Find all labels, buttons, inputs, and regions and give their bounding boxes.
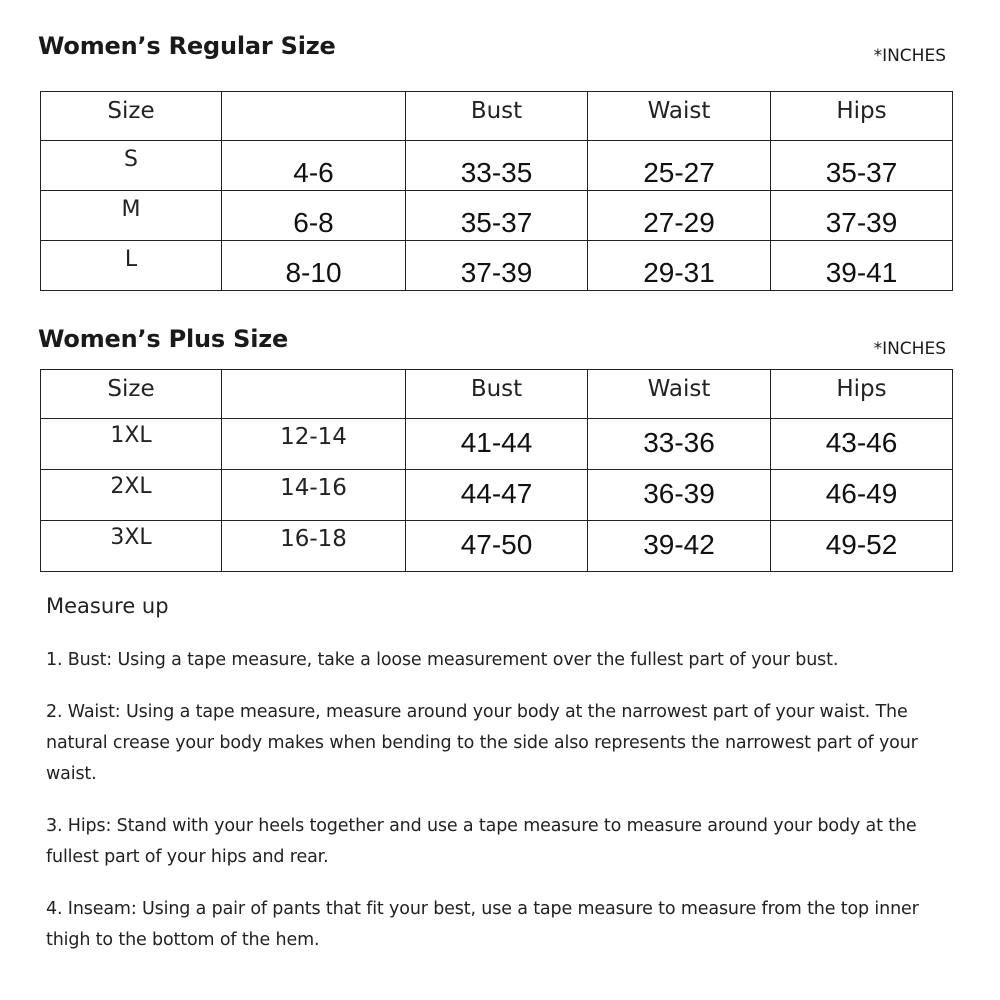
size-label: 3XL — [110, 525, 152, 550]
hips-value: 49-52 — [825, 529, 898, 560]
header-bust: Bust — [470, 376, 523, 402]
waist-value: 29-31 — [643, 257, 715, 288]
us-size-value: 14-16 — [280, 475, 347, 501]
measure-instruction-hips: 3. Hips: Stand with your heels together and use a tape measure to measure around your body at the fullest part of your hips and rear. — [46, 816, 917, 867]
header-waist: Waist — [647, 98, 711, 124]
size-label: L — [124, 247, 138, 272]
plus-size-title: Women’s Plus Size — [38, 325, 289, 353]
bust-value: 41-44 — [460, 427, 533, 458]
header-size: Size — [107, 98, 155, 124]
us-size-value: 8-10 — [285, 257, 342, 288]
regular-size-title: Women’s Regular Size — [38, 32, 336, 60]
hips-value: 43-46 — [825, 427, 898, 458]
waist-value: 36-39 — [643, 478, 715, 509]
us-size-value: 12-14 — [280, 424, 347, 450]
size-label: 1XL — [110, 423, 152, 448]
us-size-value: 4-6 — [293, 157, 334, 188]
measure-up-title: Measure up — [46, 594, 169, 618]
table-row — [41, 419, 953, 470]
header-hips: Hips — [836, 98, 887, 124]
header-size: Size — [107, 376, 155, 402]
measure-instruction-bust: 1. Bust: Using a tape measure, take a loose measurement over the fullest part of your bust. — [46, 650, 839, 670]
size-label: S — [124, 147, 138, 172]
measure-instruction-waist: 2. Waist: Using a tape measure, measure around your body at the narrowest part of your waist. The natural crease your body makes when bending to the side also represents the narrowest part of your waist. — [46, 702, 918, 784]
us-size-value: 6-8 — [293, 207, 334, 238]
table-header-row — [41, 370, 953, 419]
hips-value: 37-39 — [825, 207, 898, 238]
table-row — [41, 241, 953, 291]
bust-value: 33-35 — [460, 157, 533, 188]
plus-size-table — [40, 369, 953, 572]
plus-unit-note: *INCHES — [873, 339, 946, 359]
table-header-row — [41, 92, 953, 141]
regular-unit-note: *INCHES — [873, 46, 946, 66]
header-bust: Bust — [470, 98, 523, 124]
header-us-size — [222, 370, 405, 376]
table-row — [41, 470, 953, 521]
waist-value: 39-42 — [643, 529, 715, 560]
table-row — [41, 521, 953, 572]
bust-value: 37-39 — [460, 257, 533, 288]
size-label: 2XL — [110, 474, 152, 499]
hips-value: 35-37 — [825, 157, 898, 188]
hips-value: 46-49 — [825, 478, 898, 509]
header-hips: Hips — [836, 376, 887, 402]
regular-size-table — [40, 91, 953, 291]
size-label: M — [121, 197, 141, 222]
header-us-size — [222, 92, 405, 98]
hips-value: 39-41 — [825, 257, 898, 288]
measure-instruction-inseam: 4. Inseam: Using a pair of pants that fit your best, use a tape measure to measure from the top inner thigh to the bottom of the hem. — [46, 899, 919, 950]
table-row — [41, 191, 953, 241]
table-row — [41, 141, 953, 191]
us-size-value: 16-18 — [280, 526, 347, 552]
waist-value: 33-36 — [643, 427, 715, 458]
bust-value: 35-37 — [460, 207, 533, 238]
header-waist: Waist — [647, 376, 711, 402]
bust-value: 44-47 — [460, 478, 533, 509]
bust-value: 47-50 — [460, 529, 533, 560]
waist-value: 25-27 — [643, 157, 715, 188]
waist-value: 27-29 — [643, 207, 715, 238]
